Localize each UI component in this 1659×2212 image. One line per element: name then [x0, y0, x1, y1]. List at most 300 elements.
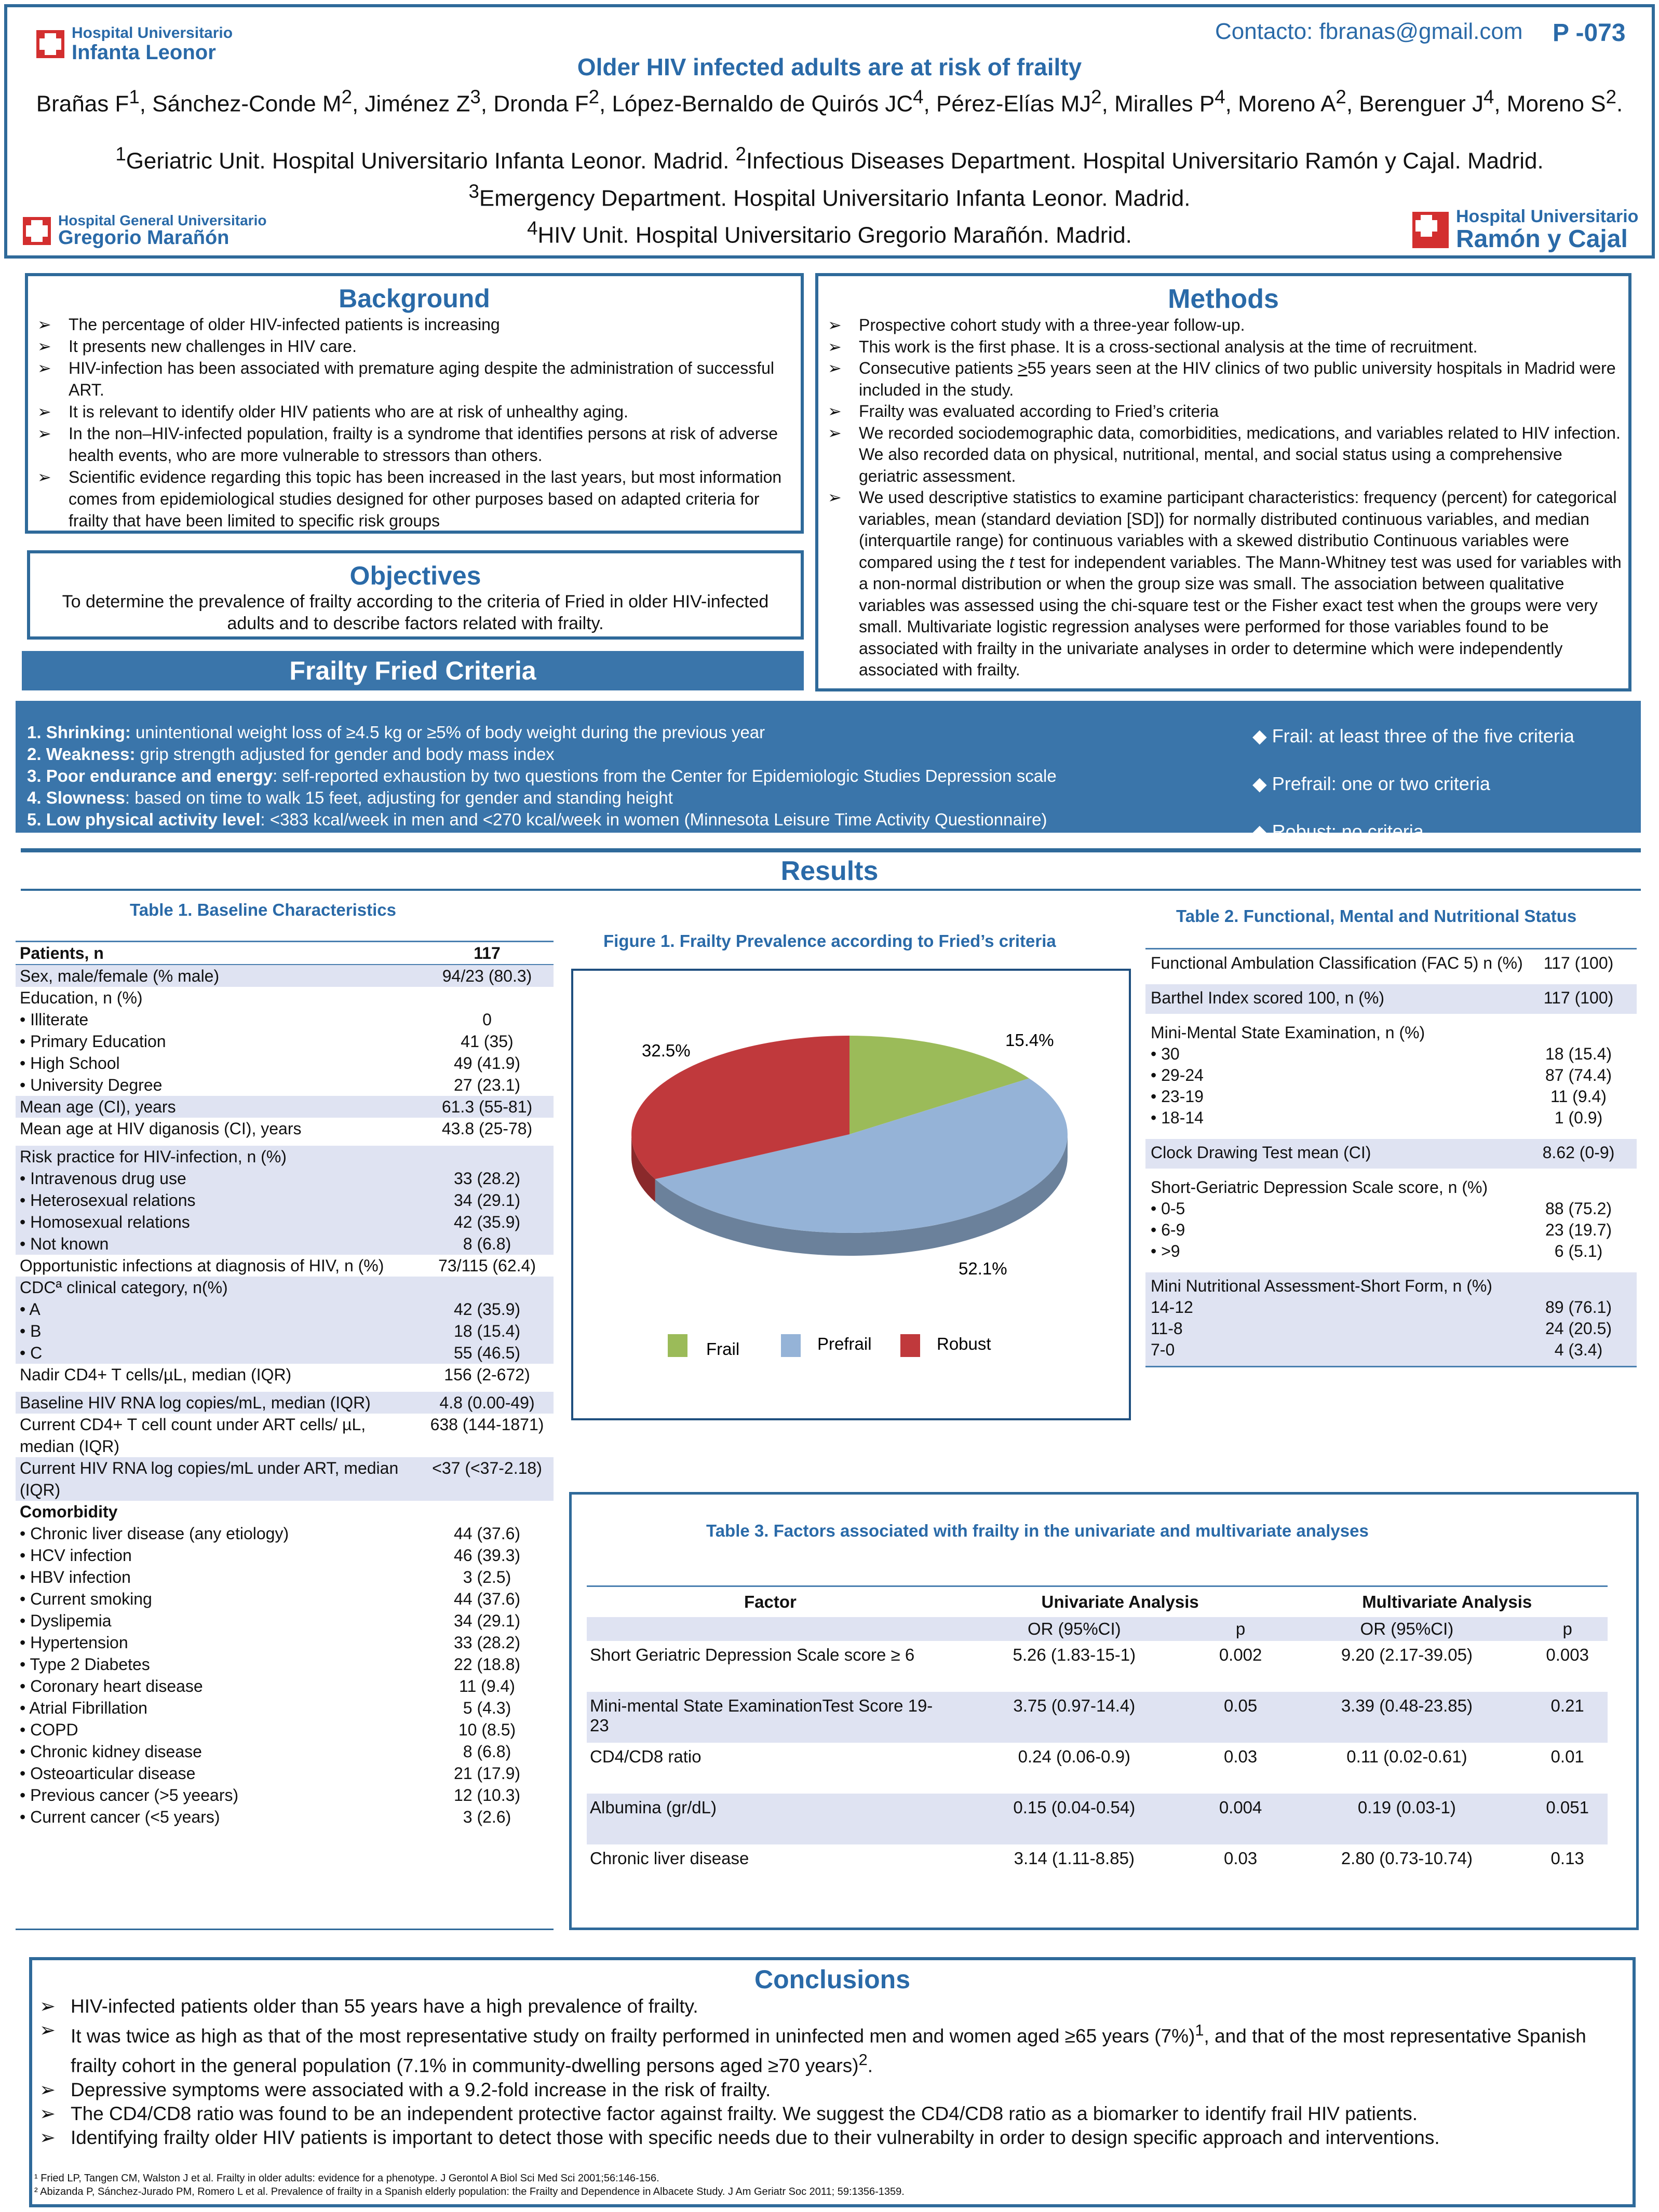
table-row [16, 1544, 554, 1566]
table-row [16, 1610, 554, 1632]
table-row [16, 1009, 554, 1030]
table-row [587, 1743, 1608, 1794]
table-cell-value: 4.8 (0.00-49) [439, 1393, 535, 1412]
table-row [16, 942, 554, 965]
table3-cell-mp: 0.051 [1546, 1798, 1589, 1817]
table2-label: • 23-19 [1151, 1087, 1204, 1106]
methods-title: Methods [1168, 284, 1279, 314]
table-cell-label: • Not known [20, 1234, 109, 1253]
table-row [16, 1457, 554, 1501]
table-row [16, 1233, 554, 1255]
table3-header [587, 1586, 1608, 1618]
criterion-name: 2. Weakness: [27, 744, 136, 764]
table-cell-label: • Osteoarticular disease [20, 1764, 196, 1783]
table-row [16, 1255, 554, 1277]
background-item: ➢ In the non–HIV-infected population, frailty is a syndrome that identifies persons at risk of adverse health events, who are more vulnerable to stressors than others. [34, 423, 794, 466]
table-row [16, 1741, 554, 1762]
table-cell-label: • Illiterate [20, 1010, 89, 1029]
table2-label: • 6-9 [1151, 1220, 1185, 1239]
table-row [16, 1806, 554, 1828]
poster-id: P -073 [1553, 19, 1626, 47]
table3-cell-up: 0.004 [1219, 1798, 1262, 1817]
table-row [16, 1320, 554, 1342]
hospital-cross-icon [1412, 212, 1449, 248]
fried-criterion [27, 809, 1057, 831]
table-cell-label: • COPD [20, 1720, 78, 1739]
references [32, 2172, 1633, 2199]
table-cell-value: 21 (17.9) [453, 1764, 521, 1783]
legend-label: Robust [937, 1334, 991, 1353]
table3-cell-f: Chronic liver disease [590, 1849, 749, 1868]
table2-row [1151, 1219, 1633, 1241]
logo-text: Hospital Universitario [72, 24, 233, 42]
table-row [16, 1096, 554, 1118]
table2-row [1151, 1065, 1633, 1086]
table-cell-label: • Type 2 Diabetes [20, 1655, 150, 1674]
table-cell-value [421, 1501, 554, 1523]
criterion-name: 5. Low physical activity level [27, 810, 261, 829]
table-cell-value: 117 [474, 944, 501, 962]
table-cell-value: 3 (2.5) [463, 1568, 511, 1586]
table3-sub-cell: OR (95%CI) [1360, 1619, 1454, 1638]
table3-cell-up: 0.03 [1223, 1849, 1258, 1868]
table-row [587, 1692, 1608, 1743]
table3-cell-m: 9.20 (2.17-39.05) [1341, 1645, 1473, 1664]
table-cell-label: • Previous cancer (>5 yeears) [20, 1786, 239, 1804]
hospital-cross-icon [23, 217, 51, 245]
background-title: Background [339, 284, 490, 313]
table-cell-label: • Heterosexual relations [20, 1191, 196, 1210]
pie-chart [573, 971, 1129, 1418]
table-cell-value: 44 (37.6) [453, 1590, 521, 1608]
frailty-classes [1252, 712, 1574, 856]
table2-value: 23 (19.7) [1545, 1220, 1612, 1239]
conclusion-item: ➢ Depressive symptoms were associated with a 9.2-fold increase in the risk of frailty. [36, 2078, 1628, 2102]
conclusion-item: ➢ The CD4/CD8 ratio was found to be an independent protective factor against frailty. We suggest the CD4/CD8 ratio as a biomarker to identify frail HIV patients. [36, 2102, 1628, 2126]
table2-value [1525, 1275, 1633, 1297]
table3-cell-f: Short Geriatric Depression Scale score ≥ 6 [590, 1645, 915, 1664]
fried-criterion [27, 787, 1057, 809]
fried-criteria-box [16, 701, 1641, 842]
background-section [25, 273, 804, 534]
table3-sub-cell: OR (95%CI) [1027, 1619, 1121, 1638]
fried-criterion [27, 765, 1057, 787]
affiliation-line: $^4$HIV Unit. Hospital Universitario Gregorio Marañón. Madrid. [527, 218, 1132, 248]
table2-label: • >9 [1151, 1242, 1180, 1260]
table-row [16, 1074, 554, 1096]
table3-sub-cell: p [1235, 1619, 1246, 1638]
table-row [16, 1719, 554, 1741]
background-item: ➢ The percentage of older HIV-infected patients is increasing [34, 314, 794, 335]
table-cell-value: 12 (10.3) [453, 1786, 521, 1804]
table-row [16, 1342, 554, 1364]
table3-cell-m: 2.80 (0.73-10.74) [1341, 1849, 1473, 1868]
table2-caption: Table 2. Functional, Mental and Nutritional Status [1176, 906, 1577, 926]
table-cell-label: • B [20, 1322, 42, 1340]
table-cell-value: 156 (2-672) [444, 1365, 530, 1384]
table2-label: • 0-5 [1151, 1199, 1185, 1218]
table-cell-label: • HBV infection [20, 1568, 131, 1586]
table-cell-label: Current HIV RNA log copies/mL under ART, median (IQR) [20, 1459, 399, 1499]
table2-block [1145, 984, 1637, 1014]
table-cell-value: 34 (29.1) [453, 1191, 521, 1210]
table2-value: 89 (76.1) [1545, 1298, 1612, 1317]
table-row [16, 1566, 554, 1588]
table-row [587, 1794, 1608, 1844]
table2-block [1145, 1019, 1637, 1134]
table-cell-value: 27 (23.1) [453, 1076, 521, 1094]
legend-label: Frail [706, 1339, 740, 1359]
table3-caption: Table 3. Factors associated with frailty in the univariate and multivariate analyses [706, 1521, 1369, 1540]
contact: Contacto: fbranas@gmail.com [1215, 19, 1523, 44]
table-cell-value: 44 (37.6) [453, 1524, 521, 1543]
table-cell-value: 94/23 (80.3) [442, 967, 532, 985]
pie-data-label: 32.5% [642, 1041, 691, 1060]
table-cell-label: CDCª clinical category, n(%) [20, 1278, 228, 1297]
table2-value: 8.62 (0-9) [1542, 1143, 1615, 1162]
pie-data-label: 52.1% [959, 1259, 1007, 1278]
table3-cell-u: 3.14 (1.11-8.85) [1014, 1849, 1135, 1868]
table-cell-value: 34 (29.1) [453, 1611, 521, 1630]
table2-row [1151, 953, 1633, 974]
table-row [16, 1588, 554, 1610]
table3-sub-cell: p [1562, 1619, 1572, 1638]
criterion-text: : based on time to walk 15 feet, adjusting for gender and standing height [125, 788, 673, 807]
table2-label: Barthel Index scored 100, n (%) [1151, 988, 1385, 1007]
table3-cell-f: Mini-mental State ExaminationTest Score 19-23 [590, 1696, 933, 1735]
table3-subheader [587, 1617, 1608, 1641]
table1 [16, 941, 554, 1828]
results-rule [21, 848, 1641, 852]
conclusions-section [29, 1957, 1636, 2207]
table-cell-label: Current CD4+ T cell count under ART cells/ µL, median (IQR) [20, 1415, 366, 1456]
table3 [587, 1585, 1608, 1895]
authors: Brañas $F^1$, Sánchez-Conde $M^2$, Jiménez $Z^3$, Dronda $F^2$, López-Bernaldo de Quirós $JC^4$, Pérez-Elías $MJ^2$, Miralles $P^4$, Moreno $A^2$, Berenguer $J^4$, Moreno $S^2$. [36, 86, 1623, 117]
table3-cell-mp: 0.13 [1550, 1849, 1584, 1868]
frailty-class: ◆ Frail: at least three of the five criteria [1252, 725, 1574, 747]
criterion-text: unintentional weight loss of ≥4.5 kg or ≥5% of body weight during the previous year [130, 723, 765, 742]
table2-value: 117 (100) [1543, 988, 1614, 1007]
table-cell-value: 33 (28.2) [453, 1633, 521, 1652]
table-cell-value: 8 (6.8) [463, 1234, 511, 1253]
table-row [16, 987, 554, 1009]
table2-value: 18 (15.4) [1545, 1044, 1612, 1063]
logo-ramon-y-cajal [1412, 208, 1638, 252]
table-cell-label: • A [20, 1300, 41, 1319]
table-cell-label: • Current smoking [20, 1590, 152, 1608]
figure1-frame [571, 969, 1131, 1420]
table3-head-cell: Factor [744, 1592, 797, 1611]
table-row [16, 1762, 554, 1784]
table3-cell-u: 0.24 (0.06-0.9) [1018, 1747, 1131, 1766]
table3-sub-blank [587, 1617, 954, 1641]
fried-title-bar: Frailty Fried Criteria [22, 651, 804, 690]
table2-value: 11 (9.4) [1550, 1087, 1607, 1106]
baseline-table [16, 941, 554, 1828]
table-cell-label: • Dyslipemia [20, 1611, 112, 1630]
table2-value: 4 (3.4) [1554, 1340, 1603, 1359]
background-list [28, 314, 801, 532]
table-row [16, 1675, 554, 1697]
criterion-text: grip strength adjusted for gender and body mass index [135, 744, 555, 764]
table2-row [1151, 1275, 1633, 1297]
table2-label: Short-Geriatric Depression Scale score, n (%) [1151, 1178, 1488, 1197]
logo-text: Hospital Universitario [1456, 207, 1639, 226]
table-row [16, 1697, 554, 1719]
factors-table [587, 1585, 1608, 1895]
fried-criterion [27, 743, 1057, 765]
background-item: ➢ HIV-infection has been associated with premature aging despite the administration of successful ART. [34, 357, 794, 401]
conclusion-item: ➢ It was twice as high as that of the most representative study on frailty performed in uninfected men and women aged ≥65 years $(7\%)^1$, and that of the most representative Spanish frailty cohort in the general population (7.1% in community-dwelling persons aged ≥70 years)$^2$. [36, 2018, 1628, 2078]
table-cell-value: 43.8 (25-78) [441, 1119, 533, 1138]
table-row [16, 1501, 554, 1523]
table-cell-label: Nadir CD4+ T cells/µL, median (IQR) [20, 1365, 292, 1384]
results-title: Results [780, 856, 879, 886]
table2-value: 1 (0.9) [1554, 1108, 1603, 1127]
table-cell-value: 0 [482, 1010, 492, 1029]
logo-text: Gregorio Marañón [58, 227, 230, 249]
table3-head-cell: Multivariate Analysis [1362, 1592, 1532, 1611]
table-cell-label: • High School [20, 1054, 120, 1073]
table2-block [1145, 1139, 1637, 1169]
fried-criterion [27, 722, 1057, 743]
criterion-text: : <383 kcal/week in men and <270 kcal/week in women (Minnesota Leisure Time Activity Questionnaire) [260, 810, 1047, 829]
figure1-caption: Figure 1. Frailty Prevalence according to Fried’s criteria [603, 931, 1056, 951]
fried-criteria-list [27, 722, 1057, 831]
table-cell-value: 18 (15.4) [453, 1322, 521, 1340]
conclusion-item: ➢ HIV-infected patients older than 55 years have a high prevalence of frailty. [36, 1994, 1628, 2018]
methods-item: ➢ This work is the first phase. It is a cross-sectional analysis at the time of recruitment. [825, 336, 1622, 358]
table3-cell-f: Albumina (gr/dL) [590, 1798, 717, 1817]
table-cell-label: Risk practice for HIV-infection, n (%) [20, 1147, 287, 1166]
table1-bottom-rule [16, 1929, 554, 1930]
table3-cell-u: 5.26 (1.83-15-1) [1013, 1645, 1136, 1664]
table-row [587, 1641, 1608, 1692]
table-row [16, 1168, 554, 1189]
table2-row [1151, 1022, 1633, 1043]
objectives-section [27, 550, 804, 640]
table-cell-value: 61.3 (55-81) [441, 1097, 533, 1116]
table2-label: • 18-14 [1151, 1108, 1204, 1127]
logo-gregorio-maranon [23, 213, 266, 249]
table2 [1145, 948, 1637, 1367]
criterion-text: : self-reported exhaustion by two questions from the Center for Epidemiologic Studies Depression scale [273, 766, 1057, 785]
pie-data-label: 15.4% [1005, 1030, 1054, 1050]
table3-cell-mp: 0.21 [1550, 1696, 1584, 1715]
logo-text: Hospital General Universitario [58, 212, 267, 228]
table2-value: 88 (75.2) [1545, 1199, 1612, 1218]
table2-block [1145, 1174, 1637, 1267]
table2-value [1525, 1177, 1633, 1198]
results-rule-bottom [21, 889, 1641, 891]
table2-row [1151, 1142, 1633, 1163]
table-cell-label: Mean age (CI), years [20, 1097, 176, 1116]
table2-label: • 29-24 [1151, 1066, 1204, 1084]
table1-caption: Table 1. Baseline Characteristics [130, 900, 396, 919]
table-row [16, 965, 554, 987]
table-row [16, 1052, 554, 1074]
logo-text: Infanta Leonor [72, 40, 216, 64]
table-row [16, 1143, 554, 1168]
table2-label: Clock Drawing Test mean (CI) [1151, 1143, 1371, 1162]
table-cell-value: 3 (2.6) [463, 1808, 511, 1826]
frailty-class: ◆ Robust: no criteria [1252, 821, 1424, 842]
table3-cell-up: 0.002 [1219, 1645, 1262, 1664]
table-row [16, 1030, 554, 1052]
hospital-cross-icon [36, 30, 64, 58]
table2-row [1151, 1241, 1633, 1262]
logo-text: Ramón y Cajal [1456, 225, 1628, 253]
table-cell-value: 42 (35.9) [453, 1300, 521, 1319]
affiliation-line: $^3$Emergency Department. Hospital Universitario Infanta Leonor. Madrid. [468, 180, 1191, 211]
table-cell-value: 10 (8.5) [458, 1720, 516, 1739]
table2-row [1151, 1107, 1633, 1129]
reference-item: ² Abizanda P, Sánchez-Jurado PM, Romero L et al. Prevalence of frailty in a Spanish elderly population: the Frailty and Dependence in Albacete Study. J Am Geriatr Soc 2011; 59:1356-1359. [34, 2186, 905, 2197]
table-cell-value: 55 (46.5) [453, 1344, 521, 1362]
table3-cell-u: 0.15 (0.04-0.54) [1013, 1798, 1136, 1817]
table-cell-value: 49 (41.9) [453, 1054, 521, 1073]
table-row [16, 1189, 554, 1211]
table-row [16, 1298, 554, 1320]
table-row [16, 1414, 554, 1457]
table-row [16, 1118, 554, 1143]
table2-block [1145, 949, 1637, 979]
table2-row [1151, 1177, 1633, 1198]
table-cell-value: 41 (35) [461, 1032, 514, 1051]
table3-cell-up: 0.03 [1223, 1747, 1258, 1766]
table-cell-value: 22 (18.8) [453, 1655, 521, 1674]
table-cell-value: 46 (39.3) [453, 1546, 521, 1565]
table-cell-label: • Chronic liver disease (any etiology) [20, 1524, 289, 1543]
table2-row [1151, 987, 1633, 1009]
conclusion-item: ➢ Identifying frailty older HIV patients is important to detect those with specific needs due to their vulnerabilty in order to design specific approach and interventions. [36, 2126, 1628, 2150]
table3-cell-m: 3.39 (0.48-23.85) [1341, 1696, 1473, 1715]
table2-row [1151, 1339, 1633, 1361]
background-item: ➢ It presents new challenges in HIV care. [34, 335, 794, 357]
table3-head-cell: Univariate Analysis [1041, 1592, 1199, 1611]
table-cell-value: 33 (28.2) [453, 1169, 521, 1188]
methods-item: ➢ We recorded sociodemographic data, comorbidities, medications, and variables related to HIV infection. We also recorded data on physical, nutritional, mental, and social status using a comprehensive geriatric assessment. [825, 423, 1622, 487]
criterion-name: 4. Slowness [27, 788, 125, 807]
table3-cell-mp: 0.003 [1546, 1645, 1589, 1664]
table-row [16, 1523, 554, 1544]
table-cell-label: • Coronary heart disease [20, 1677, 203, 1695]
table3-cell-u: 3.75 (0.97-14.4) [1013, 1696, 1136, 1715]
table2-value: 24 (20.5) [1545, 1319, 1612, 1338]
table2-label: 11-8 [1151, 1319, 1183, 1338]
table-cell-label: • Primary Education [20, 1032, 166, 1051]
table-cell-label: • Current cancer (<5 years) [20, 1808, 220, 1826]
legend-label: Prefrail [817, 1334, 872, 1353]
methods-item: ➢ Frailty was evaluated according to Fried’s criteria [825, 401, 1622, 423]
table3-cell-mp: 0.01 [1550, 1747, 1584, 1766]
table-cell-label: • Atrial Fibrillation [20, 1699, 147, 1717]
criterion-name: 3. Poor endurance and energy [27, 766, 273, 785]
table-cell-label: Patients, n [20, 944, 104, 962]
frailty-class: ◆ Prefrail: one or two criteria [1252, 773, 1490, 794]
table-cell-label: • Homosexual relations [20, 1213, 190, 1231]
table-cell-label: Opportunistic infections at diagnosis of HIV, n (%) [20, 1256, 384, 1275]
table-cell-label: • Hypertension [20, 1633, 128, 1652]
background-item: ➢ Scientific evidence regarding this topic has been increased in the last years, but most information comes from epidemiological studies designed for other purposes based on adapted criteria for frailty that have been limited to specific risk groups [34, 466, 794, 532]
table2-row [1151, 1318, 1633, 1339]
background-item: ➢ It is relevant to identify older HIV patients who are at risk of unhealthy aging. [34, 401, 794, 423]
table2-label: 7-0 [1151, 1340, 1175, 1359]
table3-cell-up: 0.05 [1223, 1696, 1258, 1715]
legend-swatch-prefrail [781, 1334, 801, 1357]
table2-row [1151, 1297, 1633, 1318]
table-cell-value: 638 (144-1871) [430, 1415, 544, 1434]
objectives-title: Objectives [349, 561, 481, 590]
table-cell-label: Mean age at HIV diganosis (CI), years [20, 1119, 302, 1138]
methods-section [815, 273, 1631, 691]
table-row [16, 1211, 554, 1233]
table2-value: 87 (74.4) [1545, 1066, 1612, 1084]
table-cell-label: • HCV infection [20, 1546, 132, 1565]
methods-item: ➢ Prospective cohort study with a three-year follow-up. [825, 315, 1622, 336]
table2-value [1525, 1022, 1633, 1043]
table3-cell-f: CD4/CD8 ratio [590, 1747, 702, 1766]
conclusions-title: Conclusions [754, 1965, 911, 1994]
table-row [16, 1277, 554, 1298]
table-cell-value [421, 987, 554, 1009]
table-cell-label: Baseline HIV RNA log copies/mL, median (IQR) [20, 1393, 371, 1412]
poster-title: Older HIV infected adults are at risk of frailty [577, 53, 1082, 80]
table-cell-value: 8 (6.8) [463, 1742, 511, 1761]
table2-row [1151, 1086, 1633, 1107]
conclusions-list [32, 1994, 1633, 2150]
methods-item: ➢ Consecutive patients >55 years seen at the HIV clinics of two public university hospitals in Madrid were included in the study. [825, 358, 1622, 401]
table2-row [1151, 1043, 1633, 1065]
table-row [16, 1364, 554, 1389]
methods-item: ➢ We used descriptive statistics to examine participant characteristics: frequency (percent) for categorical variables, mean (standard deviation [SD]) for normally distributed continuous variables, and median (interquartile range) for continuous variables with a skewed distributio Continuous variables were compared using the t test for independent variables. The Mann-Whitney test was used for variables with a non-normal distribution or when the group size was small. The association between qualitative variables was assessed using the chi-square test or the Fisher exact test when the groups were very small. Multivariate logistic regression analyses were performed for those variables found to be associated with frailty in the univariate analyses in order to determine which were independently associated with frailty. [825, 487, 1622, 681]
objectives-text: To determine the prevalence of frailty according to the criteria of Fried in older HIV-infected adults and to describe factors related with frailty. [62, 592, 769, 633]
table2-label: 14-12 [1151, 1298, 1193, 1317]
table-cell-label: Comorbidity [20, 1502, 118, 1521]
table-cell-label: • Chronic kidney disease [20, 1742, 202, 1761]
table-cell-value [421, 1277, 554, 1298]
table2-block [1145, 1272, 1637, 1366]
table-row [16, 1784, 554, 1806]
table-cell-label: • Intravenous drug use [20, 1169, 186, 1188]
table2-label: Mini-Mental State Examination, n (%) [1151, 1023, 1425, 1042]
table2-value: 6 (5.1) [1554, 1242, 1603, 1260]
table2-row [1151, 1198, 1633, 1219]
table-row [587, 1844, 1608, 1895]
legend-swatch-robust [900, 1334, 920, 1357]
table-cell-label: Sex, male/female (% male) [20, 967, 220, 985]
table-cell-value: 73/115 (62.4) [438, 1256, 536, 1275]
table-row [16, 1389, 554, 1414]
table3-cell-m: 0.11 (0.02-0.61) [1346, 1747, 1467, 1766]
methods-list [818, 315, 1628, 681]
table2-label: Functional Ambulation Classification (FAC 5) n (%) [1151, 954, 1523, 972]
table2-value: 117 (100) [1543, 954, 1614, 972]
table-row [16, 1632, 554, 1653]
table-cell-value [421, 1143, 554, 1168]
table-cell-value: 11 (9.4) [459, 1677, 515, 1695]
table-cell-label: Education, n (%) [20, 988, 143, 1007]
table-cell-value: <37 (<37-2.18) [432, 1459, 542, 1477]
table-cell-label: • C [20, 1344, 43, 1362]
table-row [16, 1653, 554, 1675]
logo-infanta-leonor [36, 25, 233, 63]
table-cell-label: • University Degree [20, 1076, 163, 1094]
criterion-name: 1. Shrinking: [27, 723, 131, 742]
table-cell-value: 5 (4.3) [463, 1699, 511, 1717]
reference-item: ¹ Fried LP, Tangen CM, Walston J et al. Frailty in older adults: evidence for a phenotype. J Gerontol A Biol Sci Med Sci 2001;56:146-156. [34, 2172, 659, 2184]
table-cell-value: 42 (35.9) [453, 1213, 521, 1231]
